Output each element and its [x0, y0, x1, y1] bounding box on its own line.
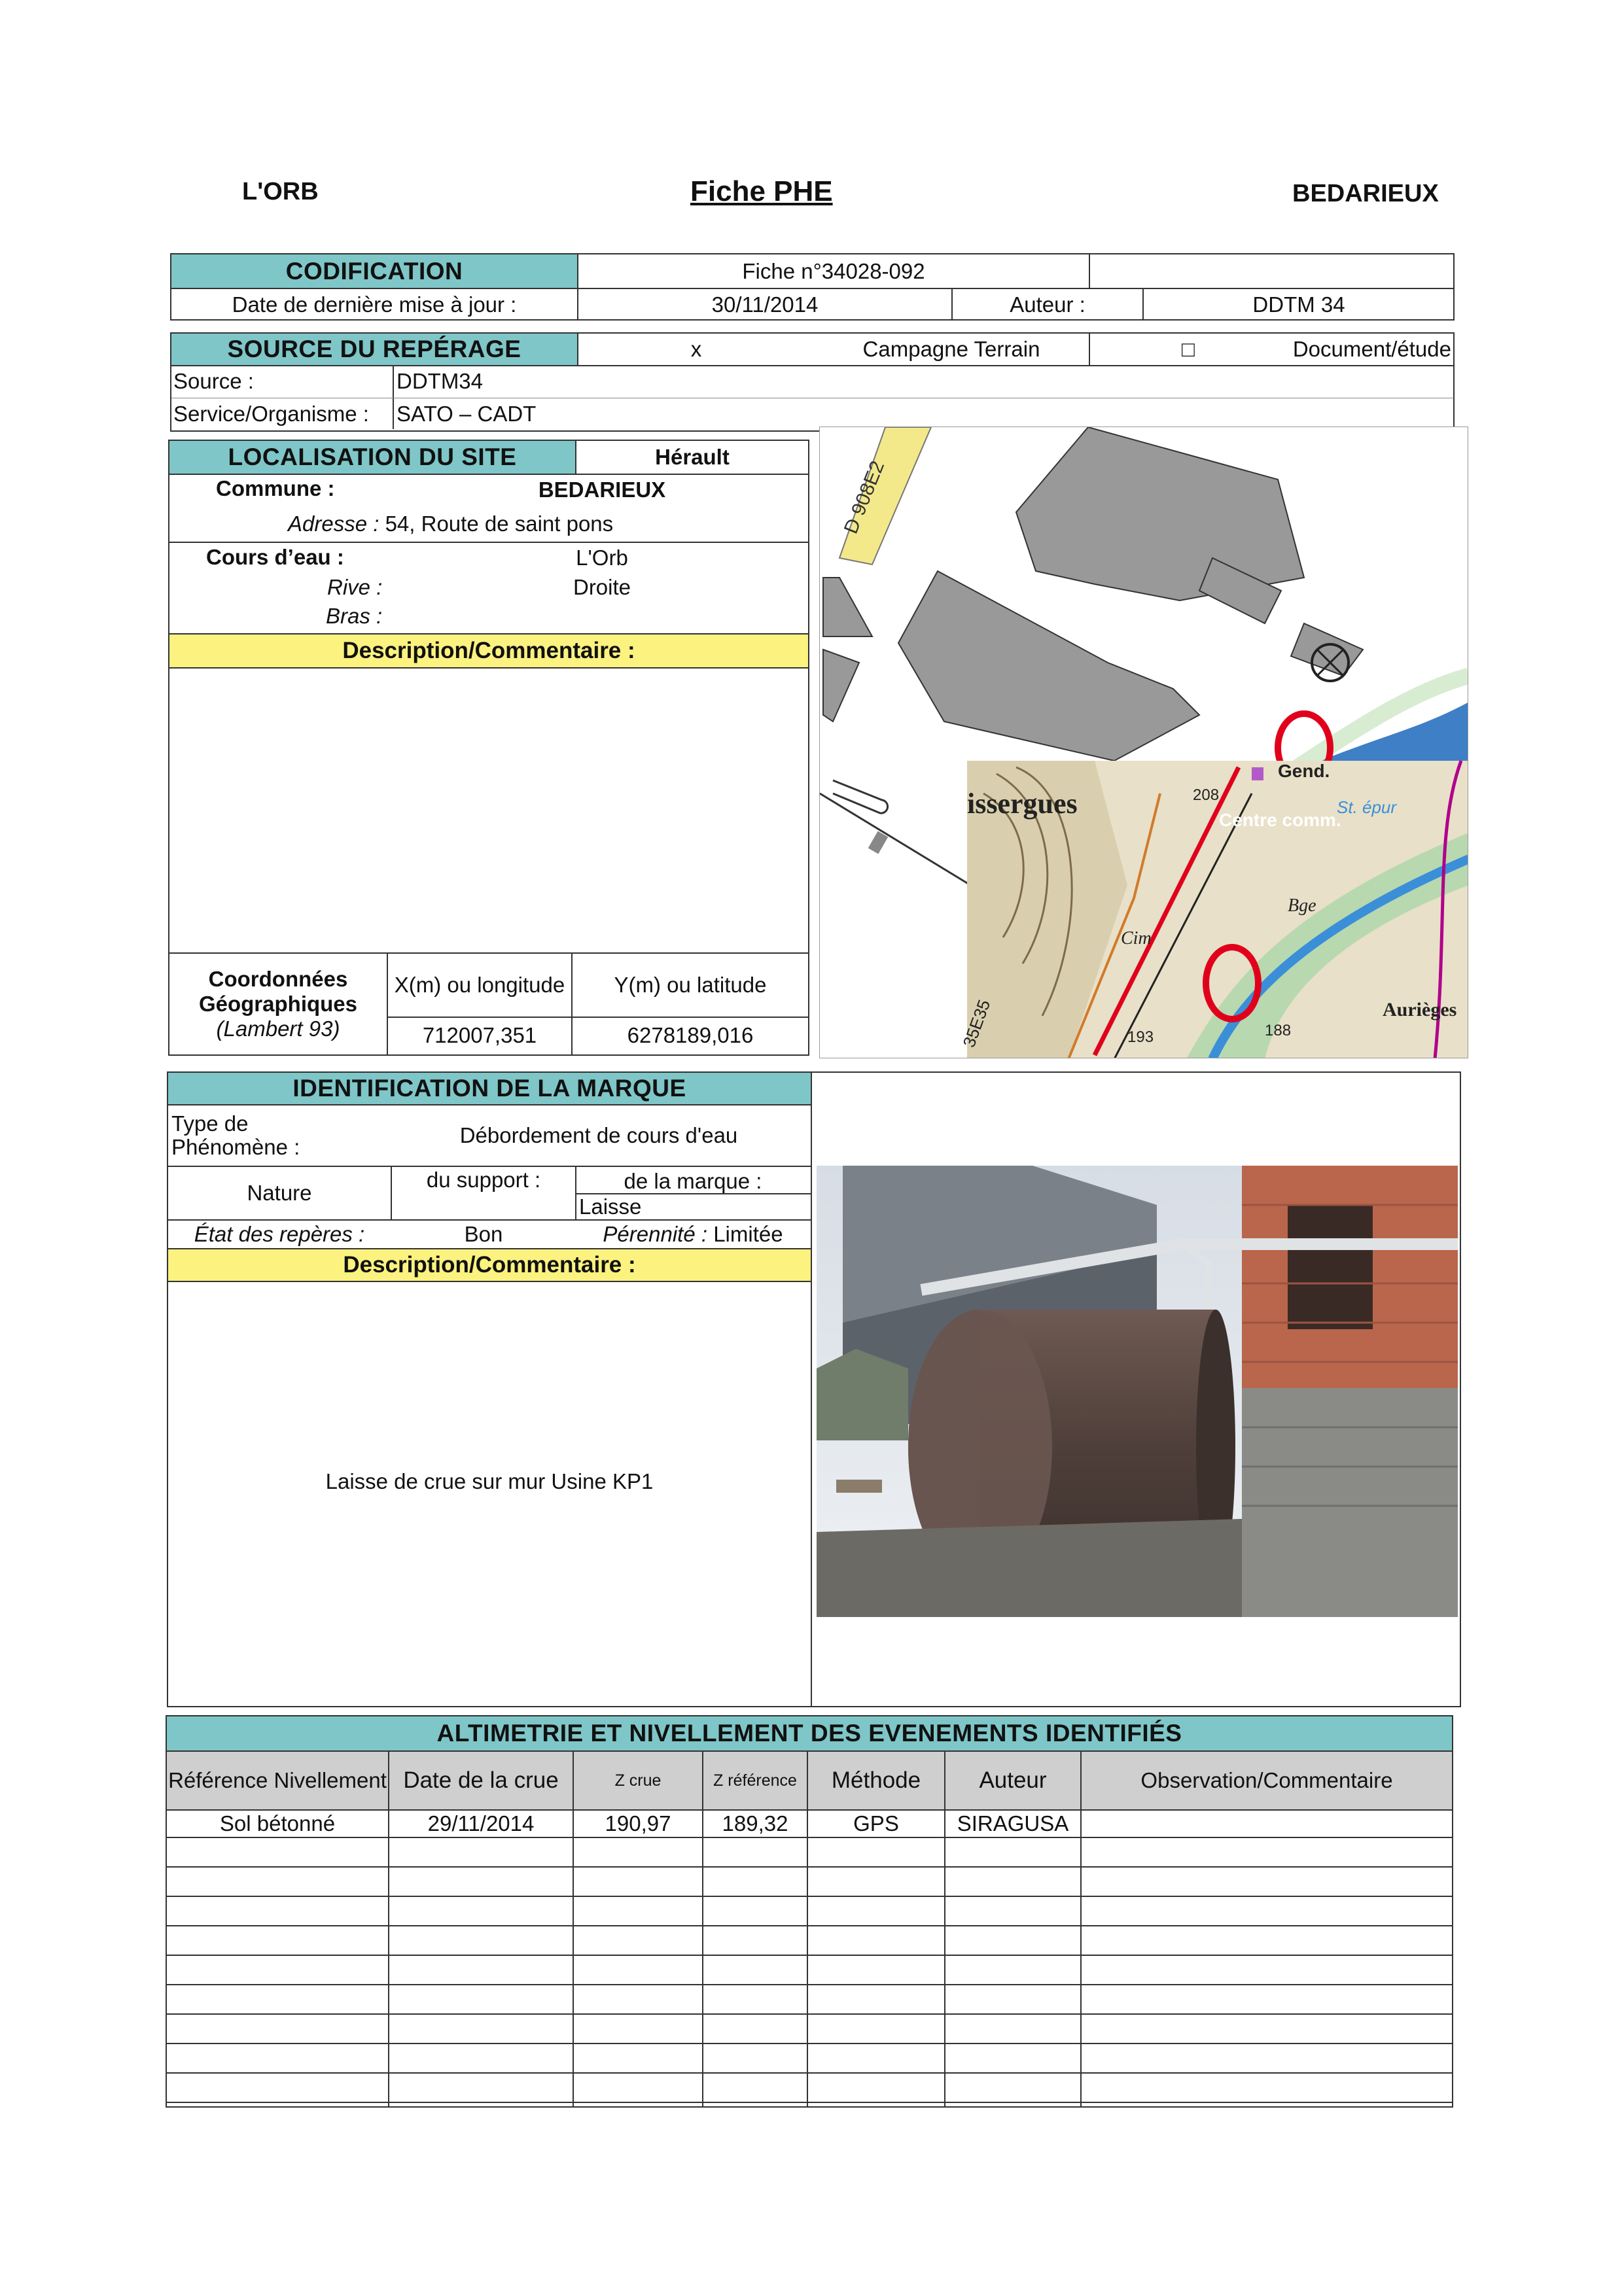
- adresse-value: 54, Route de saint pons: [385, 512, 614, 536]
- nature-label: Nature: [247, 1181, 312, 1205]
- map-gend: Gend.: [1278, 761, 1330, 781]
- col-z-reference: Z référence: [703, 1752, 807, 1809]
- fiche-number: Fiche n°34028-092: [742, 258, 925, 283]
- site-photo: [817, 1166, 1458, 1617]
- perennite-label: Pérennité :: [603, 1222, 708, 1246]
- commune-label: Commune :: [216, 476, 335, 500]
- campagne-checkbox: x: [690, 337, 702, 361]
- coord-label-3: (Lambert 93): [216, 1017, 340, 1041]
- table-row-line: [167, 1866, 1452, 1868]
- document-checkbox: □: [1182, 337, 1195, 361]
- map-bge: Bge: [1288, 896, 1316, 916]
- map-alt-193: 193: [1127, 1028, 1154, 1046]
- map-road2: 35E35: [959, 997, 995, 1051]
- map-road-label: D 908E2: [839, 458, 889, 537]
- auteur-label: Auteur :: [1010, 292, 1086, 317]
- map-alt-208: 208: [1193, 786, 1220, 804]
- commune-value: BEDARIEUX: [538, 478, 666, 502]
- etat-label: État des repères :: [194, 1222, 365, 1246]
- col-reference: Référence Nivellement: [167, 1752, 388, 1809]
- map-centre: Centre comm.: [1219, 810, 1341, 830]
- rive-label: Rive :: [327, 575, 383, 599]
- map-st-epur: St. épur: [1337, 797, 1397, 817]
- marque-value: Laisse: [579, 1194, 642, 1219]
- coord-label-2: Géographiques: [198, 992, 358, 1016]
- identification-desc-title: Description/Commentaire :: [168, 1249, 811, 1281]
- row-1-z-crue: 190,97: [605, 1811, 671, 1835]
- source-value: DDTM34: [397, 369, 484, 393]
- table-row-line: [167, 2043, 1452, 2044]
- altimetrie-title: ALTIMETRIE ET NIVELLEMENT DES EVENEMENTS IDENTIFIÉS: [167, 1716, 1452, 1750]
- table-row-line: [167, 1984, 1452, 1985]
- map-place: issergues: [967, 788, 1078, 820]
- map-cim: Cim: [1121, 928, 1152, 948]
- topo-inset: [959, 761, 1468, 1058]
- date-value: 30/11/2014: [711, 292, 819, 317]
- y-value: 6278189,016: [627, 1023, 754, 1047]
- auteur-value: DDTM 34: [1252, 292, 1345, 317]
- table-row-line: [167, 1896, 1452, 1897]
- x-value: 712007,351: [422, 1023, 537, 1047]
- adresse-label: Adresse :: [288, 512, 380, 536]
- date-label: Date de dernière mise à jour :: [232, 292, 517, 317]
- codification-title: CODIFICATION: [171, 254, 577, 288]
- cours-label: Cours d’eau :: [206, 545, 344, 569]
- map-alt-188: 188: [1265, 1022, 1292, 1039]
- table-row-line: [167, 2072, 1452, 2074]
- x-label: X(m) ou longitude: [394, 973, 565, 997]
- row-1-methode: GPS: [853, 1811, 899, 1835]
- etat-value: Bon: [464, 1222, 503, 1246]
- document-label: Document/étude: [1292, 337, 1451, 361]
- table-row-line: [167, 1955, 1452, 1956]
- row-1-reference: Sol bétonné: [219, 1811, 336, 1835]
- cadastre-map: [820, 427, 1468, 1058]
- table-row-line: [167, 2102, 1452, 2103]
- campagne-label: Campagne Terrain: [862, 337, 1040, 361]
- rive-value: Droite: [573, 575, 631, 599]
- col-z-crue: Z crue: [574, 1752, 702, 1809]
- table-row-line: [167, 2013, 1452, 2015]
- bras-label: Bras :: [326, 604, 383, 628]
- perennite-value: Limitée: [713, 1222, 783, 1246]
- commune-name: BEDARIEUX: [1292, 180, 1439, 207]
- type-label: Type de Phénomène :: [171, 1111, 300, 1159]
- table-row-line: [167, 1925, 1452, 1926]
- row-1-z-reference: 189,32: [722, 1811, 788, 1835]
- photo-illustration: [817, 1166, 1458, 1617]
- map-aurieges: Aurièges: [1383, 999, 1457, 1020]
- col-auteur: Auteur: [945, 1752, 1080, 1809]
- service-value: SATO – CADT: [397, 402, 537, 426]
- coord-label-1: Coordonnées: [208, 967, 348, 991]
- source-label: Source :: [173, 369, 254, 393]
- service-label: Service/Organisme :: [173, 402, 369, 426]
- table-row-line: [167, 1837, 1452, 1838]
- river-name: L'ORB: [242, 178, 319, 205]
- row-1-auteur: SIRAGUSA: [957, 1811, 1069, 1835]
- col-methode: Méthode: [808, 1752, 944, 1809]
- identification-title: IDENTIFICATION DE LA MARQUE: [168, 1073, 811, 1104]
- localisation-title: LOCALISATION DU SITE: [169, 441, 575, 474]
- y-label: Y(m) ou latitude: [614, 973, 767, 997]
- type-value: Débordement de cours d'eau: [459, 1123, 738, 1147]
- row-1-observation: [1082, 1811, 1452, 1837]
- row-1-date: 29/11/2014: [427, 1811, 535, 1835]
- location-map: [819, 426, 1468, 1058]
- cours-value: L'Orb: [576, 546, 628, 570]
- support-label: du support :: [426, 1168, 541, 1192]
- page-title: Fiche PHE: [690, 175, 833, 207]
- col-date: Date de la crue: [389, 1752, 573, 1809]
- col-observation: Observation/Commentaire: [1082, 1752, 1452, 1809]
- source-title: SOURCE DU REPÉRAGE: [171, 334, 577, 365]
- marque-label: de la marque :: [624, 1169, 762, 1193]
- localisation-desc-area: [169, 669, 808, 951]
- localisation-desc-title: Description/Commentaire :: [169, 635, 808, 667]
- identification-desc-value: Laisse de crue sur mur Usine KP1: [325, 1469, 654, 1493]
- departement: Hérault: [655, 445, 730, 469]
